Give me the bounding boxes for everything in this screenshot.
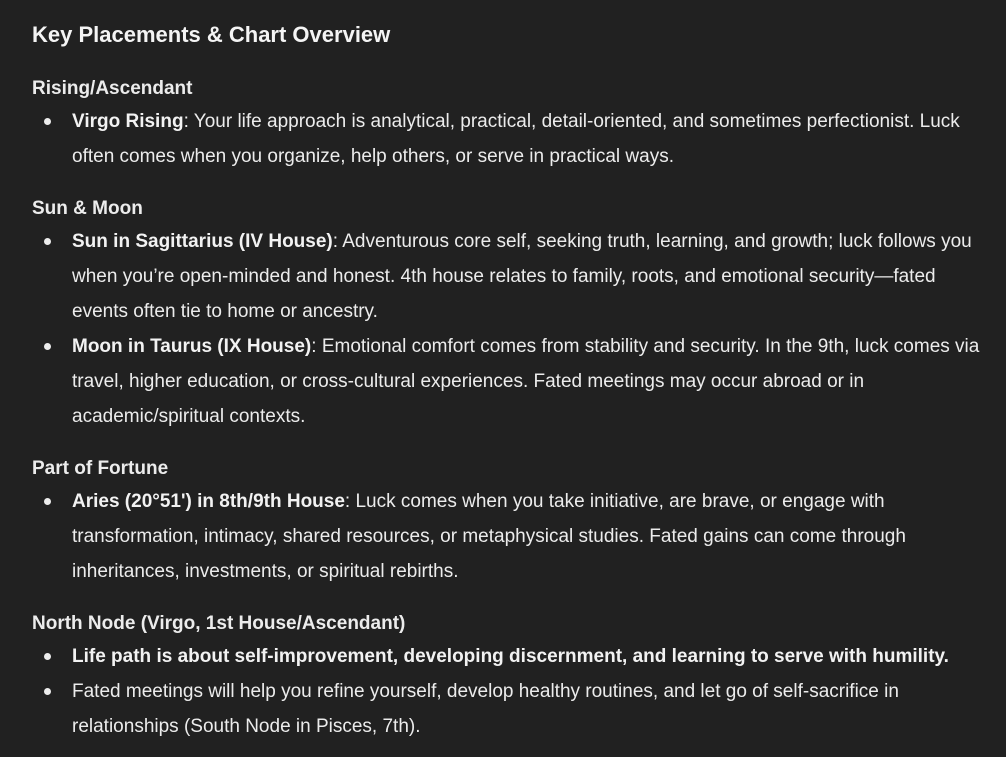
item-text: : Your life approach is analytical, practical, detail-oriented, and sometimes perfectionist. Luck often comes when you organize, help others, or serve in practical ways. [72, 111, 960, 167]
list-item [32, 639, 994, 674]
item-text: : Emotional comfort comes from stability and security. In the 9th, luck comes via travel, higher education, or cross-cultural experiences. Fated meetings may occur abroad or in academic/spiritual contexts. [72, 336, 980, 427]
bullet-list-rising [32, 104, 994, 174]
item-text: : Luck comes when you take initiative, are brave, or engage with transformation, intimacy, shared resources, or metaphysical studies. Fated gains can come through inheritances, investments, or spiritual rebirths. [72, 491, 906, 582]
section-title-sun-moon: Sun & Moon [32, 198, 143, 219]
bullet-list-north-node [32, 639, 994, 744]
list-item [32, 224, 994, 329]
list-item [32, 674, 994, 744]
list-item [32, 329, 994, 434]
item-bold-label: Aries (20°51') in 8th/9th House [72, 491, 345, 512]
list-item [32, 484, 994, 589]
list-item [32, 104, 994, 174]
section-title-north-node: North Node (Virgo, 1st House/Ascendant) [32, 613, 406, 634]
item-bold-label: Virgo Rising [72, 111, 184, 132]
item-text: Fated meetings will help you refine yourself, develop healthy routines, and let go of self-sacrifice in relationships (South Node in Pisces, 7th). [72, 681, 899, 737]
item-text: : Adventurous core self, seeking truth, learning, and growth; luck follows you when you’re open-minded and honest. 4th house relates to family, roots, and emotional security—fated events often tie to home or ancestry. [72, 231, 972, 322]
page-title: Key Placements & Chart Overview [32, 22, 391, 47]
section-title-rising: Rising/Ascendant [32, 78, 193, 99]
bullet-list-part-of-fortune [32, 484, 994, 589]
bullet-list-sun-moon [32, 224, 994, 434]
item-bold-label: Sun in Sagittarius (IV House) [72, 231, 333, 252]
item-bold-label: Moon in Taurus (IX House) [72, 336, 312, 357]
item-bold-label: Life path is about self-improvement, developing discernment, and learning to serve with humility. [72, 646, 949, 667]
section-title-part-of-fortune: Part of Fortune [32, 458, 169, 479]
